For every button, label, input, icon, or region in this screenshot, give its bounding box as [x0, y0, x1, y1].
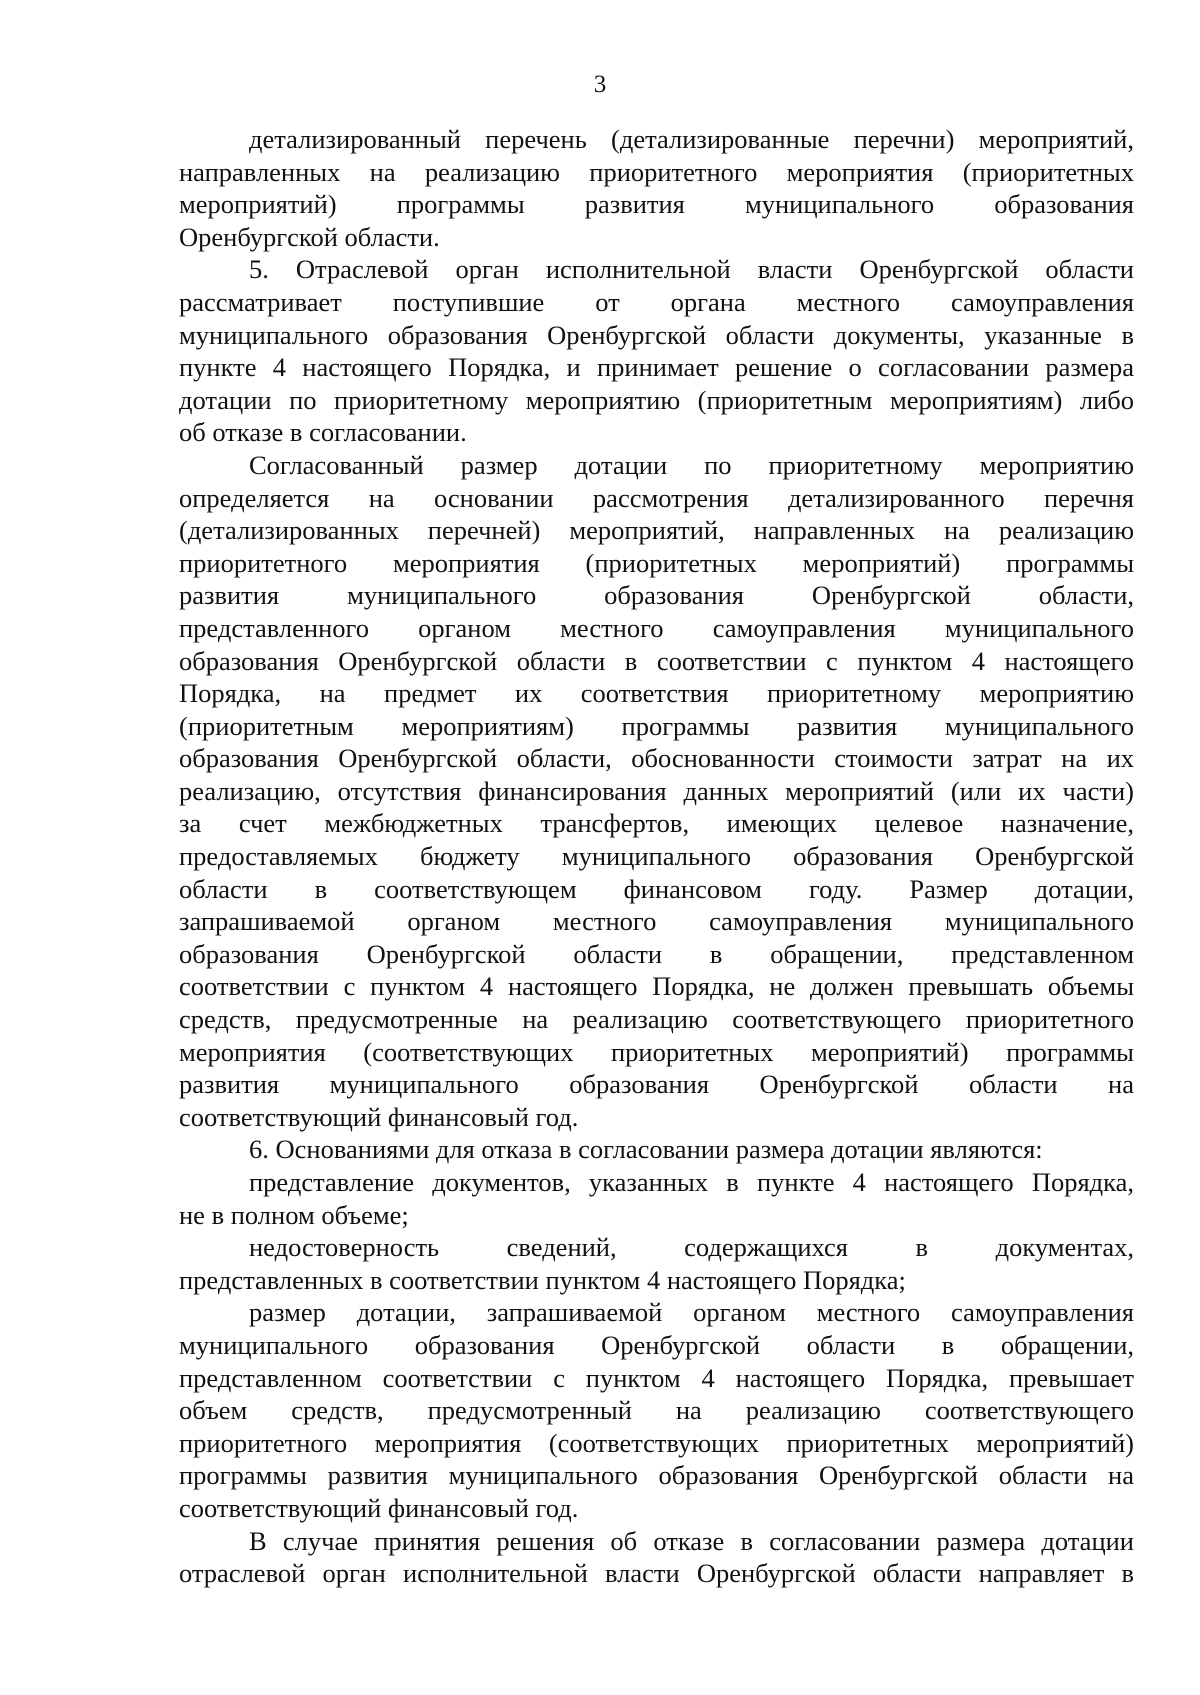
- text-line: Порядка, на предмет их соответствия приоритетному мероприятию: [179, 678, 1134, 709]
- text-line: запрашиваемой органом местного самоуправления муниципального: [179, 906, 1134, 937]
- text-line: 5. Отраслевой орган исполнительной власти Оренбургской области: [249, 254, 1134, 285]
- text-line: средств, предусмотренные на реализацию соответствующего приоритетного: [179, 1004, 1134, 1035]
- text-line: (детализированных перечней) мероприятий, направленных на реализацию: [179, 515, 1134, 546]
- text-line: представленного органом местного самоуправления муниципального: [179, 612, 1134, 643]
- text-line: пункте 4 настоящего Порядка, и принимает решение о согласовании размера: [179, 352, 1134, 383]
- page-number: 3: [593, 71, 607, 98]
- text-line: представление документов, указанных в пункте 4 настоящего Порядка,: [249, 1167, 1134, 1197]
- text-line: (приоритетным мероприятиям) программы развития муниципального: [179, 710, 1134, 741]
- text-line: Согласованный размер дотации по приоритетному мероприятию: [249, 449, 1134, 480]
- text-line: дотации по приоритетному мероприятию (приоритетным мероприятиям) либо: [179, 384, 1134, 415]
- text-line: рассматривает поступившие от органа местного самоуправления: [179, 286, 1134, 317]
- text-line: соответствии с пунктом 4 настоящего Порядка, не должен превышать объемы: [179, 971, 1134, 1002]
- text-line: реализацию, отсутствия финансирования данных мероприятий (или их части): [179, 775, 1134, 806]
- text-line: программы развития муниципального образования Оренбургской области на: [179, 1460, 1134, 1491]
- text-line: 6. Основаниями для отказа в согласовании размера дотации являются:: [249, 1134, 1043, 1165]
- text-line: объем средств, предусмотренный на реализацию соответствующего: [179, 1395, 1134, 1426]
- text-line: муниципального образования Оренбургской области документы, указанные в: [179, 319, 1134, 350]
- text-line: развития муниципального образования Оренбургской области на: [179, 1069, 1134, 1100]
- text-line: мероприятия (соответствующих приоритетных мероприятий) программы: [179, 1036, 1134, 1067]
- text-line: образования Оренбургской области в соответствии с пунктом 4 настоящего: [179, 645, 1134, 676]
- text-line: Оренбургской области.: [179, 221, 440, 252]
- text-line: образования Оренбургской области в обращении, представленном: [179, 938, 1134, 969]
- text-line: направленных на реализацию приоритетного мероприятия (приоритетных: [179, 156, 1134, 187]
- text-line: приоритетного мероприятия (соответствующих приоритетных мероприятий): [179, 1427, 1134, 1458]
- text-line: области в соответствующем финансовом году. Размер дотации,: [179, 873, 1134, 904]
- text-line: В случае принятия решения об отказе в согласовании размера дотации: [249, 1525, 1134, 1556]
- text-line: отраслевой орган исполнительной власти Оренбургской области направляет в: [179, 1558, 1134, 1589]
- text-line: недостоверность сведений, содержащихся в документах,: [249, 1232, 1134, 1263]
- document-body: [179, 123, 1134, 1590]
- text-line: не в полном объеме;: [179, 1199, 409, 1230]
- text-line: муниципального образования Оренбургской области в обращении,: [179, 1329, 1134, 1360]
- text-line: соответствующий финансовый год.: [179, 1101, 579, 1132]
- text-line: определяется на основании рассмотрения детализированного перечня: [179, 482, 1134, 513]
- text-line: за счет межбюджетных трансфертов, имеющих целевое назначение,: [179, 808, 1134, 839]
- text-line: приоритетного мероприятия (приоритетных мероприятий) программы: [179, 547, 1134, 578]
- text-line: предоставляемых бюджету муниципального образования Оренбургской: [179, 841, 1134, 872]
- text-line: представленных в соответствии пунктом 4 настоящего Порядка;: [179, 1264, 906, 1295]
- text-line: об отказе в согласовании.: [179, 417, 467, 448]
- text-line: детализированный перечень (детализированные перечни) мероприятий,: [249, 124, 1134, 154]
- text-line: развития муниципального образования Оренбургской области,: [179, 580, 1134, 611]
- text-line: образования Оренбургской области, обоснованности стоимости затрат на их: [179, 743, 1134, 774]
- text-line: мероприятий) программы развития муниципального образования: [179, 189, 1134, 220]
- text-line: представленном соответствии с пунктом 4 настоящего Порядка, превышает: [179, 1362, 1134, 1393]
- text-line: размер дотации, запрашиваемой органом местного самоуправления: [249, 1297, 1134, 1328]
- text-line: соответствующий финансовый год.: [179, 1492, 579, 1523]
